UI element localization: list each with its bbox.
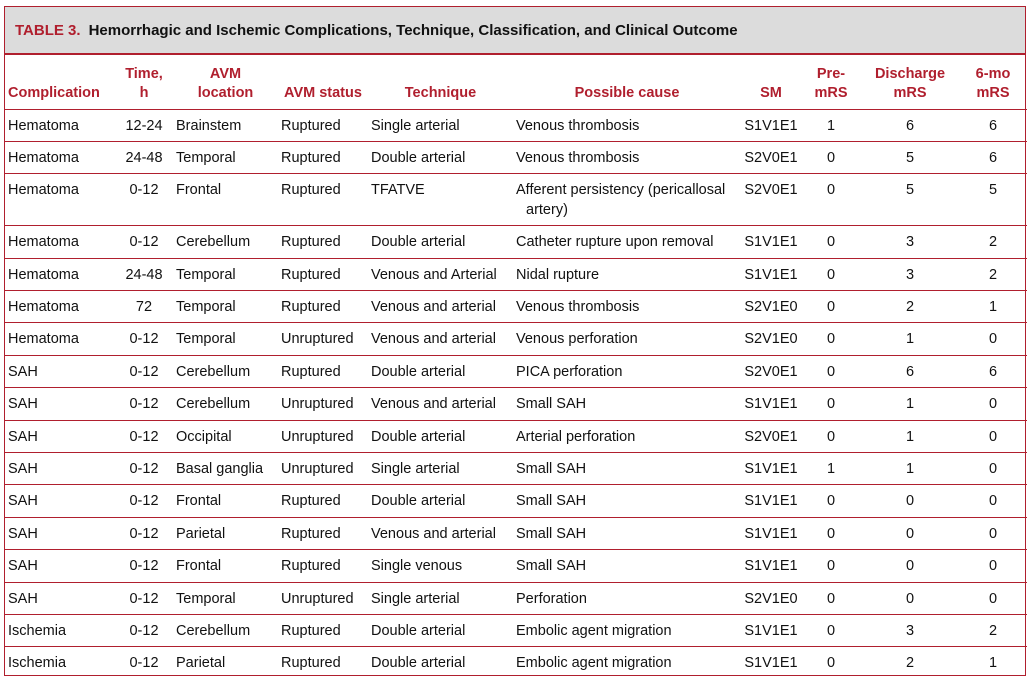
cell-sm: S1V1E1: [744, 558, 798, 575]
cell-time: 0-12: [129, 428, 159, 445]
cell-sm: S2V0E1: [744, 363, 798, 380]
cell-technique: Venous and arterial: [371, 525, 496, 542]
cell-sm: S2V1E0: [744, 331, 798, 348]
table-row: [5, 174, 1027, 226]
cell-pre-mrs: 0: [826, 493, 836, 510]
header-discharge-mrs-line: Discharge: [874, 65, 946, 82]
complications-table: [5, 55, 1027, 679]
table-row: [5, 614, 1027, 646]
cell-avm-location: Frontal: [176, 182, 222, 199]
cell-sm: S2V1E0: [744, 299, 798, 316]
cell-avm-location: Cerebellum: [176, 396, 251, 413]
cell-complication: Hematoma: [8, 331, 79, 348]
cell-complication: Hematoma: [8, 149, 79, 166]
cell-six-mo-mrs: 5: [988, 182, 998, 199]
table-row: [5, 388, 1027, 420]
cell-complication: SAH: [8, 363, 38, 380]
cell-discharge-mrs: 0: [905, 493, 915, 510]
cell-avm-status: Ruptured: [281, 622, 341, 639]
cell-technique: TFATVE: [371, 182, 425, 199]
cell-pre-mrs: 0: [826, 655, 836, 672]
header-complication: [5, 55, 115, 109]
cell-pre-mrs: 0: [826, 266, 836, 283]
cell-time: 0-12: [129, 655, 159, 672]
cell-six-mo-mrs: 0: [988, 331, 998, 348]
table-title: Hemorrhagic and Ischemic Complications, Technique, Classification, and Clinical Outcome: [88, 21, 738, 39]
cell-technique: Single arterial: [371, 461, 460, 478]
table-row: [5, 453, 1027, 485]
cell-pre-mrs: 0: [826, 299, 836, 316]
cell-avm-location: Basal ganglia: [176, 461, 264, 478]
cell-possible-cause: Afferent persistency (pericallosal artery): [516, 182, 726, 219]
cell-pre-mrs: 1: [826, 461, 836, 478]
cell-six-mo-mrs: 0: [988, 590, 998, 607]
header-avm-location: [173, 55, 278, 109]
cell-sm: S1V1E1: [744, 266, 798, 283]
cell-technique: Double arterial: [371, 149, 466, 166]
cell-time: 0-12: [129, 396, 159, 413]
cell-technique: Venous and arterial: [371, 396, 496, 413]
cell-technique: Single arterial: [371, 590, 460, 607]
cell-time: 0-12: [129, 622, 159, 639]
cell-six-mo-mrs: 1: [988, 299, 998, 316]
header-six-mo-mrs: [959, 55, 1027, 109]
cell-avm-location: Brainstem: [176, 117, 242, 134]
cell-discharge-mrs: 1: [905, 461, 915, 478]
cell-six-mo-mrs: 1: [988, 655, 998, 672]
cell-discharge-mrs: 3: [905, 234, 915, 251]
cell-avm-location: Cerebellum: [176, 622, 251, 639]
cell-technique: Double arterial: [371, 655, 466, 672]
cell-technique: Double arterial: [371, 234, 466, 251]
cell-complication: SAH: [8, 525, 38, 542]
cell-possible-cause: Venous perforation: [516, 331, 638, 348]
cell-avm-location: Temporal: [176, 149, 236, 166]
table-row: [5, 109, 1027, 141]
cell-pre-mrs: 0: [826, 396, 836, 413]
cell-pre-mrs: 0: [826, 558, 836, 575]
cell-six-mo-mrs: 2: [988, 234, 998, 251]
cell-avm-status: Unruptured: [281, 428, 354, 445]
cell-sm: S2V0E1: [744, 182, 798, 199]
header-possible-cause-line: Possible cause: [574, 84, 680, 101]
cell-discharge-mrs: 3: [905, 622, 915, 639]
cell-six-mo-mrs: 0: [988, 396, 998, 413]
header-complication-line: Complication: [8, 84, 100, 101]
header-pre-mrs: [801, 55, 861, 109]
cell-six-mo-mrs: 6: [988, 149, 998, 166]
cell-time: 0-12: [129, 331, 159, 348]
cell-avm-status: Ruptured: [281, 525, 341, 542]
header-time: [115, 55, 173, 109]
cell-time: 12-24: [125, 117, 163, 134]
header-time-line: h: [139, 84, 149, 101]
cell-discharge-mrs: 5: [905, 182, 915, 199]
cell-technique: Venous and arterial: [371, 299, 496, 316]
cell-technique: Single arterial: [371, 117, 460, 134]
header-six-mo-mrs-line: 6-mo: [975, 65, 1011, 82]
cell-time: 0-12: [129, 525, 159, 542]
table-row: [5, 323, 1027, 355]
cell-avm-status: Ruptured: [281, 558, 341, 575]
header-technique: [368, 55, 513, 109]
cell-six-mo-mrs: 0: [988, 558, 998, 575]
cell-possible-cause: Small SAH: [516, 461, 587, 478]
cell-discharge-mrs: 5: [905, 149, 915, 166]
cell-pre-mrs: 0: [826, 234, 836, 251]
cell-discharge-mrs: 0: [905, 590, 915, 607]
table-row: [5, 647, 1027, 679]
cell-sm: S1V1E1: [744, 622, 798, 639]
cell-possible-cause: Small SAH: [516, 558, 587, 575]
cell-six-mo-mrs: 0: [988, 461, 998, 478]
cell-discharge-mrs: 0: [905, 558, 915, 575]
cell-technique: Double arterial: [371, 363, 466, 380]
cell-discharge-mrs: 1: [905, 396, 915, 413]
cell-sm: S1V1E1: [744, 525, 798, 542]
header-avm-location-line: location: [197, 84, 254, 101]
cell-complication: Hematoma: [8, 234, 79, 251]
cell-complication: SAH: [8, 493, 38, 510]
cell-possible-cause: Catheter rupture upon removal: [516, 234, 714, 251]
cell-time: 0-12: [129, 363, 159, 380]
cell-sm: S1V1E1: [744, 655, 798, 672]
cell-time: 0-12: [129, 590, 159, 607]
cell-discharge-mrs: 6: [905, 117, 915, 134]
cell-avm-status: Ruptured: [281, 363, 341, 380]
cell-avm-location: Parietal: [176, 525, 226, 542]
cell-possible-cause: Venous thrombosis: [516, 117, 640, 134]
table-header-row: [5, 55, 1027, 109]
cell-avm-location: Cerebellum: [176, 234, 251, 251]
cell-sm: S1V1E1: [744, 493, 798, 510]
cell-avm-status: Unruptured: [281, 590, 354, 607]
cell-pre-mrs: 0: [826, 622, 836, 639]
header-possible-cause: [513, 55, 741, 109]
header-avm-location-line: AVM: [209, 65, 242, 82]
header-discharge-mrs: [861, 55, 959, 109]
cell-pre-mrs: 0: [826, 182, 836, 199]
cell-avm-status: Ruptured: [281, 117, 341, 134]
header-pre-mrs-line: Pre-: [816, 65, 846, 82]
header-time-line: Time,: [125, 65, 163, 82]
cell-technique: Double arterial: [371, 428, 466, 445]
cell-sm: S2V0E1: [744, 428, 798, 445]
cell-discharge-mrs: 6: [905, 363, 915, 380]
header-sm: [741, 55, 801, 109]
table-body: [5, 109, 1027, 679]
cell-avm-location: Cerebellum: [176, 363, 251, 380]
cell-complication: SAH: [8, 428, 38, 445]
cell-complication: Hematoma: [8, 266, 79, 283]
cell-avm-status: Unruptured: [281, 331, 354, 348]
header-technique-line: Technique: [404, 84, 477, 101]
cell-avm-status: Unruptured: [281, 396, 354, 413]
cell-time: 0-12: [129, 558, 159, 575]
cell-possible-cause: Venous thrombosis: [516, 149, 640, 166]
table-row: [5, 141, 1027, 173]
cell-discharge-mrs: 2: [905, 655, 915, 672]
header-six-mo-mrs-line: mRS: [976, 84, 1010, 101]
cell-time: 0-12: [129, 234, 159, 251]
cell-avm-location: Temporal: [176, 331, 236, 348]
table-row: [5, 420, 1027, 452]
header-avm-status: [278, 55, 368, 109]
cell-avm-status: Ruptured: [281, 149, 341, 166]
cell-pre-mrs: 0: [826, 525, 836, 542]
table-row: [5, 226, 1027, 258]
cell-avm-location: Occipital: [176, 428, 232, 445]
cell-avm-location: Temporal: [176, 299, 236, 316]
cell-pre-mrs: 0: [826, 331, 836, 348]
cell-time: 72: [135, 299, 153, 316]
table-label: TABLE 3.: [15, 21, 81, 39]
cell-possible-cause: Perforation: [516, 590, 587, 607]
cell-complication: Hematoma: [8, 117, 79, 134]
cell-complication: Ischemia: [8, 622, 67, 639]
cell-avm-status: Ruptured: [281, 493, 341, 510]
cell-avm-location: Frontal: [176, 493, 222, 510]
cell-complication: Hematoma: [8, 182, 79, 199]
header-discharge-mrs-line: mRS: [893, 84, 927, 101]
cell-time: 24-48: [125, 149, 163, 166]
cell-technique: Double arterial: [371, 493, 466, 510]
cell-six-mo-mrs: 0: [988, 525, 998, 542]
cell-technique: Double arterial: [371, 622, 466, 639]
cell-six-mo-mrs: 2: [988, 622, 998, 639]
cell-avm-location: Temporal: [176, 590, 236, 607]
cell-avm-status: Ruptured: [281, 234, 341, 251]
cell-time: 0-12: [129, 493, 159, 510]
cell-complication: SAH: [8, 558, 38, 575]
cell-avm-status: Ruptured: [281, 655, 341, 672]
cell-possible-cause: Nidal rupture: [516, 266, 600, 283]
header-avm-status-line: AVM status: [284, 84, 362, 101]
header-pre-mrs-line: mRS: [814, 84, 848, 101]
cell-avm-location: Parietal: [176, 655, 226, 672]
cell-possible-cause: Embolic agent migration: [516, 622, 672, 639]
cell-six-mo-mrs: 0: [988, 428, 998, 445]
cell-six-mo-mrs: 0: [988, 493, 998, 510]
table-frame: [4, 6, 1026, 676]
cell-sm: S2V0E1: [744, 149, 798, 166]
cell-possible-cause: Arterial perforation: [516, 428, 636, 445]
cell-complication: SAH: [8, 461, 38, 478]
table-row: [5, 258, 1027, 290]
cell-possible-cause: PICA perforation: [516, 363, 623, 380]
cell-pre-mrs: 0: [826, 363, 836, 380]
cell-avm-status: Ruptured: [281, 182, 341, 199]
cell-technique: Venous and arterial: [371, 331, 496, 348]
header-sm-line: SM: [760, 84, 782, 101]
cell-complication: Ischemia: [8, 655, 67, 672]
cell-avm-status: Ruptured: [281, 266, 341, 283]
cell-possible-cause: Embolic agent migration: [516, 655, 672, 672]
cell-discharge-mrs: 2: [905, 299, 915, 316]
cell-six-mo-mrs: 2: [988, 266, 998, 283]
cell-possible-cause: Venous thrombosis: [516, 299, 640, 316]
cell-discharge-mrs: 1: [905, 428, 915, 445]
cell-six-mo-mrs: 6: [988, 363, 998, 380]
table-row: [5, 550, 1027, 582]
table-caption: [5, 7, 1025, 55]
cell-pre-mrs: 1: [826, 117, 836, 134]
cell-avm-location: Frontal: [176, 558, 222, 575]
cell-sm: S2V1E0: [744, 590, 798, 607]
cell-time: 0-12: [129, 182, 159, 199]
cell-technique: Single venous: [371, 558, 463, 575]
cell-discharge-mrs: 3: [905, 266, 915, 283]
cell-pre-mrs: 0: [826, 149, 836, 166]
cell-complication: SAH: [8, 590, 38, 607]
cell-sm: S1V1E1: [744, 461, 798, 478]
cell-pre-mrs: 0: [826, 428, 836, 445]
table-row: [5, 485, 1027, 517]
cell-sm: S1V1E1: [744, 396, 798, 413]
cell-sm: S1V1E1: [744, 234, 798, 251]
cell-pre-mrs: 0: [826, 590, 836, 607]
cell-six-mo-mrs: 6: [988, 117, 998, 134]
cell-discharge-mrs: 1: [905, 331, 915, 348]
cell-avm-status: Ruptured: [281, 299, 341, 316]
cell-time: 0-12: [129, 461, 159, 478]
cell-possible-cause: Small SAH: [516, 493, 587, 510]
cell-complication: SAH: [8, 396, 38, 413]
cell-complication: Hematoma: [8, 299, 79, 316]
cell-time: 24-48: [125, 266, 163, 283]
cell-avm-location: Temporal: [176, 266, 236, 283]
cell-discharge-mrs: 0: [905, 525, 915, 542]
cell-avm-status: Unruptured: [281, 461, 354, 478]
table-row: [5, 355, 1027, 387]
cell-technique: Venous and Arterial: [371, 266, 497, 283]
cell-possible-cause: Small SAH: [516, 525, 587, 542]
table-row: [5, 582, 1027, 614]
table-row: [5, 291, 1027, 323]
table-row: [5, 517, 1027, 549]
cell-possible-cause: Small SAH: [516, 396, 587, 413]
cell-sm: S1V1E1: [744, 117, 798, 134]
